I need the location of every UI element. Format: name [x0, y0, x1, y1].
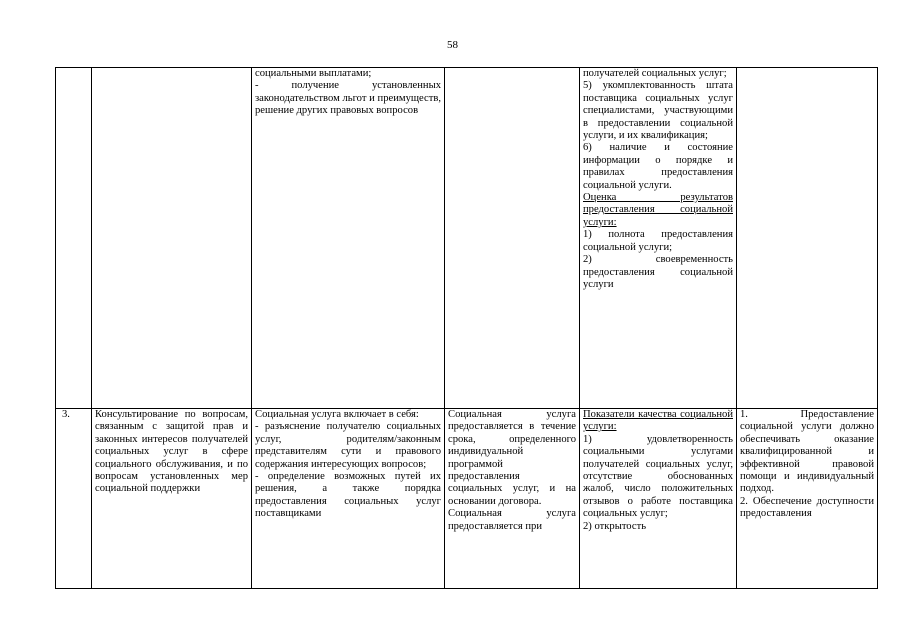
table-row	[56, 68, 878, 409]
content-line: - определение возможных путей их решения, а также порядка предоставления социальных услуг поставщиками	[255, 471, 441, 520]
condition-line: 1. Предоставление социальной услуги должно обеспечивать оказание квалифицированной и эффективной правовой помощи и индивидуальный подход.	[740, 409, 874, 495]
page-number: 58	[447, 39, 458, 51]
terms-line: Социальная услуга предоставляется при	[448, 508, 576, 532]
quality-indicators-cell	[580, 68, 737, 409]
content-line: Социальная услуга включает в себя:	[255, 409, 419, 420]
indicator-heading: Оценка результатов предоставления социальной услуги:	[583, 192, 733, 228]
terms-line: Социальная услуга предоставляется в течение срока, определенного индивидуальной программой предоставления социальных услуг, и на основании договора.	[448, 409, 576, 507]
service-name-cell: Консультирование по вопросам, связанным с защитой прав и законных интересов получателей социальных услуг в сфере социального обслуживания, и по вопросам установленных мер социальной поддержки	[92, 409, 252, 589]
row-number-cell: 3.	[56, 409, 92, 589]
quality-indicators-cell	[580, 409, 737, 589]
service-conditions-cell	[737, 409, 878, 589]
service-content-cell	[252, 68, 445, 409]
indicator-line: 2) своевременность предоставления социальной услуги	[583, 254, 733, 290]
indicator-line: 2) открытость	[583, 520, 647, 532]
indicator-line: 1) удовлетворенность социальными услугами получателей социальных услуг, отсутствие обоснованных жалоб, число положительных отзывов о работе поставщика социальных услуг;	[583, 433, 733, 520]
services-table	[55, 67, 878, 589]
indicator-line: 6) наличие и состояние информации о порядке и правилах предоставления социальной услуги.	[583, 142, 733, 191]
row-number-cell	[56, 68, 92, 409]
content-line: социальными выплатами;	[255, 68, 372, 79]
indicator-line: получателей социальных услуг;	[583, 68, 727, 79]
service-content-cell	[252, 409, 445, 589]
content-line: - получение установленных законодательством льгот и преимуществ, решение других правовых вопросов	[255, 80, 441, 117]
service-name-cell	[92, 68, 252, 409]
indicator-heading: Показатели качества социальной услуги:	[583, 409, 733, 433]
condition-line: 2. Обеспечение доступности предоставления	[740, 495, 874, 520]
service-terms-cell	[445, 409, 580, 589]
service-terms-cell	[445, 68, 580, 409]
indicator-line: 1) полнота предоставления социальной услуги;	[583, 229, 733, 253]
service-conditions-cell	[737, 68, 878, 409]
indicator-line: 5) укомплектованность штата поставщика социальных услуг специалистами, участвующими в предоставлении социальной услуги, и их квалификация;	[583, 80, 733, 142]
table-row	[56, 409, 878, 589]
content-line: - разъяснение получателю социальных услуг, родителям/законным представителям сути и правового содержания интересующих вопросов;	[255, 421, 441, 470]
